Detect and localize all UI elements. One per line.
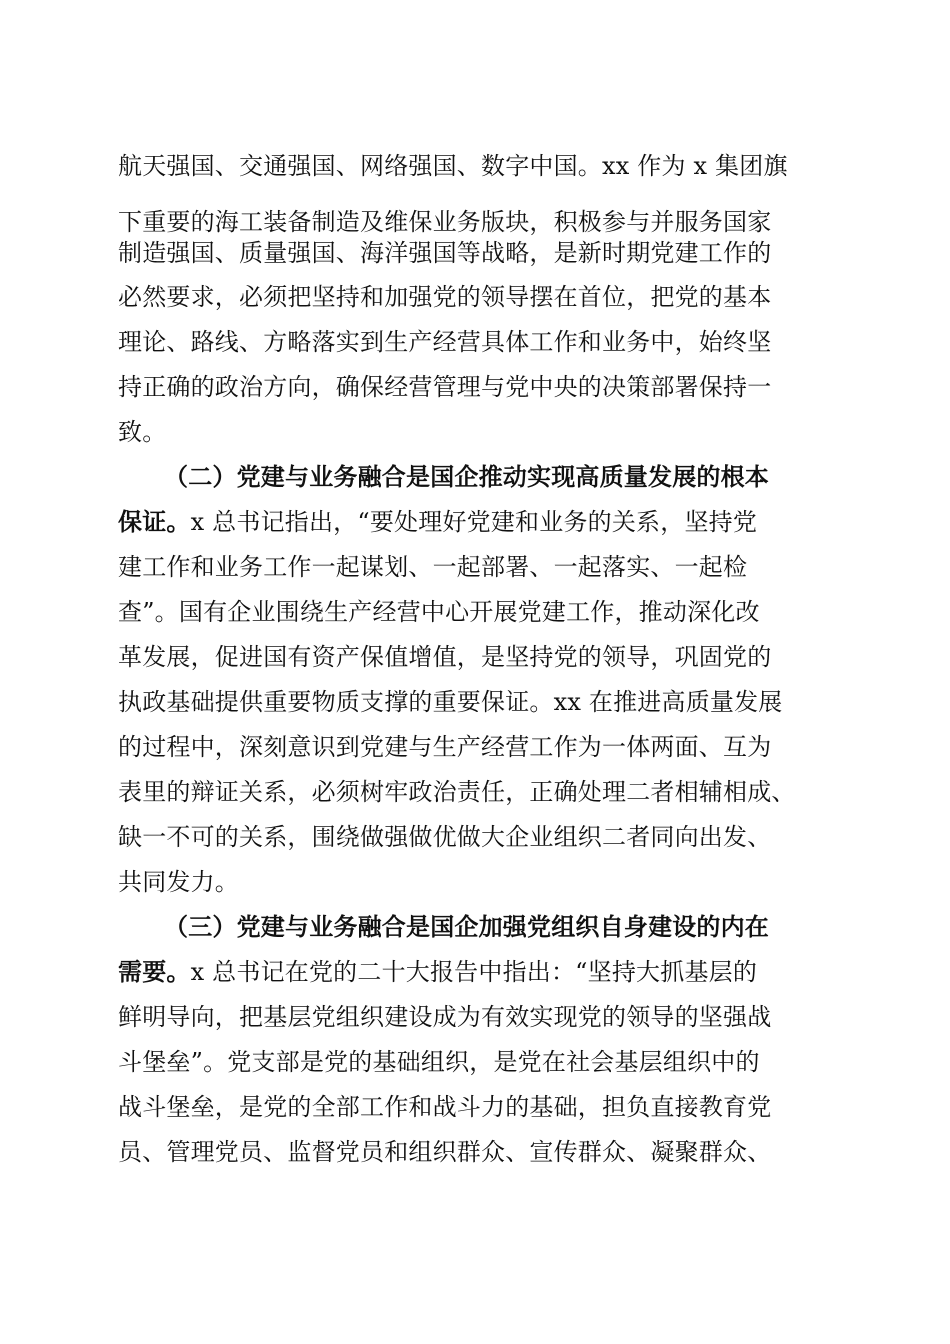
paragraph-1-line-4: 必然要求，必须把坚持和加强党的领导摆在首位，把党的基本 <box>118 283 772 311</box>
paragraph-1-line-7: 致。 <box>118 418 167 446</box>
paragraph-1-line-6: 持正确的政治方向，确保经营管理与党中央的决策部署保持一 <box>118 373 772 401</box>
paragraph-2-line-10: 共同发力。 <box>118 868 239 896</box>
paragraph-2-heading-end: 保证。 <box>118 507 191 536</box>
paragraph-2-line-2 <box>118 507 757 537</box>
paragraph-3-heading-end: 需要。 <box>118 957 191 986</box>
paragraph-3-line-5: 战斗堡垒，是党的全部工作和战斗力的基础，担负直接教育党 <box>118 1093 772 1121</box>
paragraph-3-heading: （三）党建与业务融合是国企加强党组织自身建设的内在 <box>164 912 769 941</box>
paragraph-2-line-6: 执政基础提供重要物质支撑的重要保证。xx 在推进高质量发展 <box>118 688 783 716</box>
paragraph-2-line-7: 的过程中，深刻意识到党建与生产经营工作为一体两面、互为 <box>118 733 772 761</box>
paragraph-3-line-2-text: x 总书记在党的二十大报告中指出：“坚持大抓基层的 <box>190 958 758 986</box>
paragraph-2-line-9: 缺一不可的关系，围绕做强做优做大企业组织二者同向出发、 <box>118 823 772 851</box>
paragraph-1-line-1: 航天强国、交通强国、网络强国、数字中国。xx 作为 x 集团旗 <box>118 152 788 180</box>
paragraph-2-line-2-text: x 总书记指出，“要处理好党建和业务的关系，坚持党 <box>190 508 758 536</box>
paragraph-2-heading: （二）党建与业务融合是国企推动实现高质量发展的根本 <box>164 462 769 491</box>
paragraph-2-line-5: 革发展，促进国有资产保值增值，是坚持党的领导，巩固党的 <box>118 643 772 671</box>
paragraph-1-line-5: 理论、路线、方略落实到生产经营具体工作和业务中，始终坚 <box>118 328 772 356</box>
paragraph-2-line-3: 建工作和业务工作一起谋划、一起部署、一起落实、一起检 <box>118 553 748 581</box>
paragraph-2-line-8: 表里的辩证关系，必须树牢政治责任，正确处理二者相辅相成、 <box>118 778 796 806</box>
paragraph-2-line-4: 查”。国有企业围绕生产经营中心开展党建工作，推动深化改 <box>118 598 760 626</box>
paragraph-3-line-2 <box>118 957 757 987</box>
paragraph-3-line-3: 鲜明导向，把基层党组织建设成为有效实现党的领导的坚强战 <box>118 1003 772 1031</box>
paragraph-3-line-6: 员、管理党员、监督党员和组织群众、宣传群众、凝聚群众、 <box>118 1138 772 1166</box>
paragraph-1-line-2: 下重要的海工装备制造及维保业务版块，积极参与并服务国家 <box>118 208 772 236</box>
paragraph-1-line-3: 制造强国、质量强国、海洋强国等战略，是新时期党建工作的 <box>118 239 772 267</box>
paragraph-3-line-4: 斗堡垒”。党支部是党的基础组织，是党在社会基层组织中的 <box>118 1048 760 1076</box>
